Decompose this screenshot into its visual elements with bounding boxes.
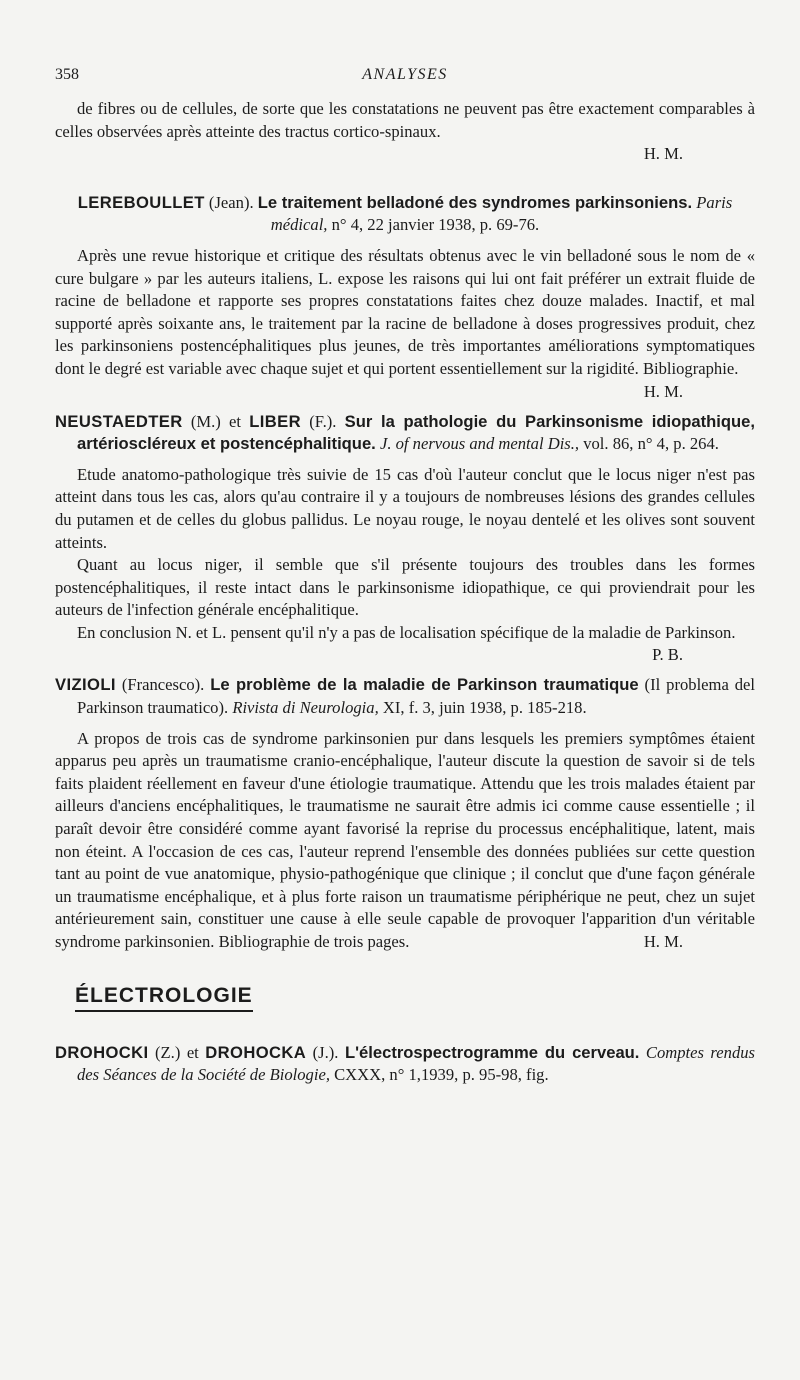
abstract-entry xyxy=(55,1042,755,1087)
article-title: L'électrospectrogramme du cerveau. xyxy=(344,1042,640,1062)
signature: H. M. xyxy=(643,144,683,164)
signature: H. M. xyxy=(643,381,683,401)
author-initials: (J.). xyxy=(306,1042,345,1062)
author-name: LEREBOULLET xyxy=(77,192,205,212)
journal-name: Rivista di Neurologia, xyxy=(232,698,379,718)
abstract-entry xyxy=(55,674,755,953)
entry-heading xyxy=(55,674,755,719)
abstract-body xyxy=(55,245,755,401)
signature: H. M. xyxy=(643,932,683,951)
abstract-paragraph: Etude anatomo-pathologique très suivie de 15 cas d'où l'auteur conclut que le locus niger n'est pas atteint dans tous les cas, alors qu'au contraire il y a toujours de nombreuses lésions des grandes cellules du putamen et de celles du globus pallidus. Le noyau rouge, le noyau dentelé et les olives sont souvent atteints. xyxy=(55,464,755,552)
abstract-paragraph: Quant au locus niger, il semble que s'il présente toujours des troubles dans les formes postencéphalitiques, il reste intact dans le parkinsonisme idiopathique, ce qui proviendrait pour les auteurs de l'infection générale encéphalitique. xyxy=(55,555,755,620)
reference: n° 4, 22 janvier 1938, p. 69-76. xyxy=(327,215,540,235)
abstract-text: Après une revue historique et critique des résultats obtenus avec le vin belladoné sous le nom de « cure bulgare » par les auteurs italiens, L. expose les raisons qui lui ont fait préférer un extrait fluide de racine de belladone et rapporte ses propres constatations faites chez douze malades. Inactif, et mal supporté après soixante ans, le traitement par la racine de belladone à doses progressives produit, chez les parkinsoniens postencéphalitiques plus jeunes, de très importantes améliorations symptomatiques dont le degré est variable avec chaque sujet et qui portent essentiellement sur la rigidité. Bibliographie. xyxy=(55,245,755,378)
entry-heading xyxy=(55,192,755,237)
signature: P. B. xyxy=(652,645,683,665)
page-content xyxy=(55,98,755,1087)
author-initials: (F.). xyxy=(301,411,345,431)
author-name: LIBER xyxy=(249,411,301,431)
author-initials: (Z.) et xyxy=(148,1042,206,1062)
author-initials: (M.) et xyxy=(182,411,250,431)
journal-name: Comptes rendus des Séances de la Société de Biologie, xyxy=(77,1042,755,1085)
continued-text: de fibres ou de cellules, de sorte que les constatations ne peuvent pas être exactement comparables à celles observées après atteinte des tractus cortico-spinaux. xyxy=(55,99,755,141)
author-name: DROHOCKA xyxy=(205,1042,307,1062)
article-title: Le traitement belladoné des syndromes parkinsoniens. xyxy=(257,192,693,212)
abstract-entry xyxy=(55,192,755,401)
reference: CXXX, n° 1,1939, p. 95-98, fig. xyxy=(329,1065,549,1085)
entry-heading xyxy=(55,1042,755,1087)
article-title: Le problème de la maladie de Parkinson traumatique xyxy=(210,675,639,695)
page-header xyxy=(55,66,755,88)
section-heading xyxy=(55,984,755,1012)
article-title: Sur la pathologie du Parkinsonisme idiopathique, artérioscléreux et postencéphalitique. xyxy=(77,411,755,454)
page-number: 358 xyxy=(55,66,79,83)
reference: vol. 86, n° 4, p. 264. xyxy=(579,434,719,454)
author-initials: (Jean). xyxy=(204,192,258,212)
reference: XI, f. 3, juin 1938, p. 185-218. xyxy=(378,698,587,718)
entry-heading xyxy=(55,411,755,456)
journal-name: J. of nervous and mental Dis., xyxy=(379,434,580,454)
original-title: (Il problema del Parkinson traumatico). xyxy=(77,675,756,718)
abstract-text: En conclusion N. et L. pensent qu'il n'y a pas de localisation spécifique de la maladie de Parkinson. xyxy=(77,622,736,642)
abstract-entry xyxy=(55,411,755,665)
abstract-paragraph xyxy=(55,622,755,665)
author-name: VIZIOLI xyxy=(55,675,116,695)
running-title: ANALYSES xyxy=(362,66,448,83)
author-name: NEUSTAEDTER xyxy=(55,411,183,431)
author-initials: (Francesco). xyxy=(115,675,211,695)
author-name: DROHOCKI xyxy=(55,1042,149,1062)
section-title: ÉLECTROLOGIE xyxy=(75,984,253,1012)
abstract-text: A propos de trois cas de syndrome parkinsonien pur dans lesquels les premiers symptômes étaient apparus peu après un traumatisme cranio-encéphalique, l'auteur discute la question de savoir si de tels faits plaident réellement en faveur d'une étiologie traumatique. Attendu que les trois malades étaient par ailleurs d'anciens encéphalitiques, le traumatisme ne saurait être admis ici comme cause essentielle ; il paraît devoir être considéré comme ayant favorisé la reprise du processus encéphalitique, latent, mais non éteint. A l'occasion de ces cas, l'auteur reprend l'ensemble des données publiées sur cette question tant au point de vue anatomique, physio-pathogénique que clinique ; il conclut que d'une façon générale un traumatisme encéphalique, et à plus forte raison un traumatisme périphérique ne peut, chez un sujet antérieurement sain, constituer une cause à elle seule capable de provoquer l'apparition d'un véritable syndrome parkinsonien. Bibliographie de trois pages. xyxy=(55,728,755,951)
abstract-body xyxy=(55,728,755,954)
journal-name: Paris médical, xyxy=(270,192,733,235)
